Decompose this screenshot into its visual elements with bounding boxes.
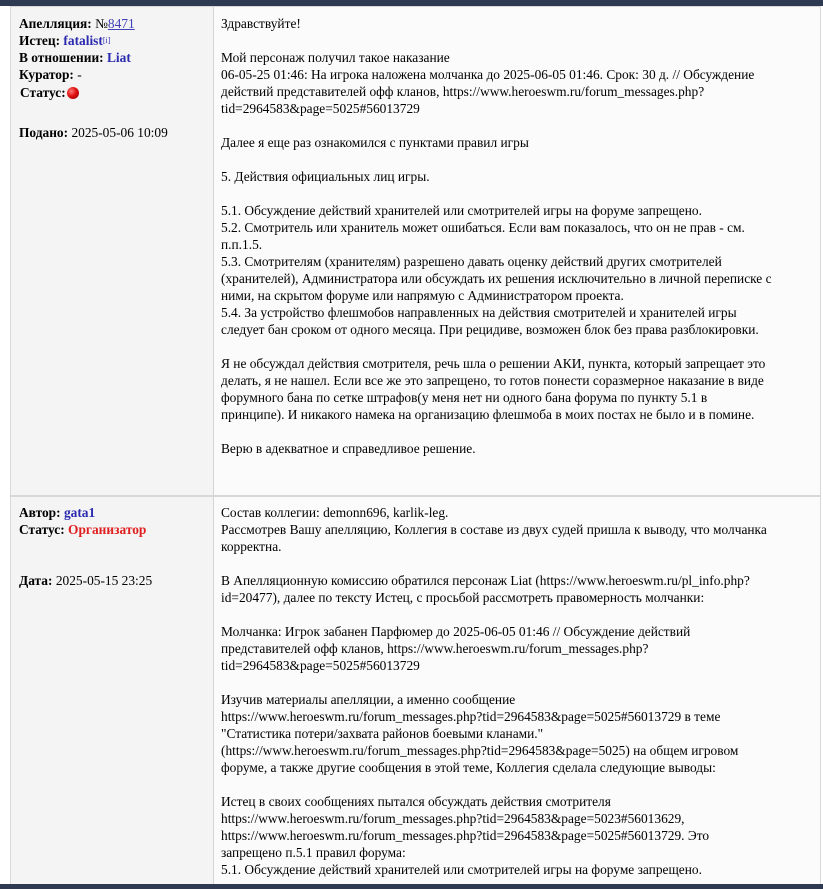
text-line: (https://www.heroeswm.ru/forum_messages.php?tid=2964583&page=5025) на общем игровом bbox=[221, 743, 739, 758]
text-line: Молчанка: Игрок забанен Парфюмер до 2025-06-05 01:46 // Обсуждение действий bbox=[221, 624, 691, 639]
appeal-info-panel bbox=[11, 7, 214, 495]
text-line: 5.4. За устройство флешмобов направленных на действия смотрителей и хранителей игры bbox=[221, 305, 737, 320]
text-line: Я не обсуждал действия смотрителя, речь шла о решении АКИ, пункта, который запрещает это bbox=[221, 356, 766, 371]
date-label: Дата: bbox=[19, 573, 53, 588]
appeal-post bbox=[10, 6, 821, 496]
bottom-border bbox=[0, 884, 823, 889]
reply-paragraph-2 bbox=[221, 572, 816, 606]
plaintiff-row bbox=[19, 32, 110, 49]
text-line: Изучив материалы апелляции, а именно сообщение bbox=[221, 692, 516, 707]
appeal-paragraph-5 bbox=[221, 355, 816, 423]
text-line: п.п.1.5. bbox=[221, 237, 263, 252]
text-line: действий представителей офф кланов, https://www.heroeswm.ru/forum_messages.php? bbox=[221, 84, 705, 99]
text-line: https://www.heroeswm.ru/forum_messages.php?tid=2964583&page=5023#56013629, bbox=[221, 811, 685, 826]
curator-value: - bbox=[77, 67, 82, 82]
text-line: представителей офф кланов, https://www.heroeswm.ru/forum_messages.php? bbox=[221, 641, 649, 656]
reply-paragraph-4 bbox=[221, 691, 816, 776]
text-line: Мой персонаж получил такое наказание bbox=[221, 50, 450, 65]
appeal-paragraph-1 bbox=[221, 49, 816, 117]
text-line: 5.1. Обсуждение действий хранителей или смотрителей игры на форуме запрещено. bbox=[221, 203, 702, 218]
text-line: https://www.heroeswm.ru/forum_messages.php?tid=2964583&page=5025#56013729 в теме bbox=[221, 709, 721, 724]
text-line: id=20477), далее по тексту Истец, с просьбой рассмотреть правомерность молчанки: bbox=[221, 590, 705, 605]
date-value: 2025-05-15 23:25 bbox=[55, 573, 153, 588]
date-row bbox=[19, 572, 152, 589]
reply-status-row bbox=[19, 521, 146, 538]
curator-row bbox=[19, 66, 82, 83]
regarding-row bbox=[19, 49, 131, 66]
regarding-label: В отношении: bbox=[19, 50, 104, 65]
appeal-number-row bbox=[19, 15, 135, 32]
appeal-label: Апелляция: bbox=[19, 16, 92, 31]
reply-paragraph-5 bbox=[221, 793, 816, 878]
submitted-value: 2025-05-06 10:09 bbox=[71, 125, 168, 140]
appeal-paragraph-2: Далее я еще раз ознакомился с пунктами правил игры bbox=[221, 135, 529, 150]
text-line: "Статистика потери/захвата районов боевыми кланами." bbox=[221, 726, 544, 741]
text-line: Рассмотрев Вашу апелляцию, Коллегия в составе из двух судей пришла к выводу, что молчанка bbox=[221, 522, 767, 537]
plaintiff-label: Истец: bbox=[19, 33, 61, 48]
submitted-row bbox=[19, 124, 168, 141]
reply-paragraph-1 bbox=[221, 504, 816, 555]
text-line: 5.3. Смотрителям (хранителям) разрешено давать оценку действий других смотрителей bbox=[221, 254, 722, 269]
text-line: форуме, а также другие сообщения в этой теме, Коллегия сделала следующие выводы: bbox=[221, 760, 716, 775]
status-red-dot-icon bbox=[67, 87, 79, 99]
plaintiff-link[interactable]: fatalist bbox=[63, 33, 103, 48]
appeal-rules-quote bbox=[221, 202, 816, 338]
text-line: 06-05-25 01:46: На игрока наложена молчанка до 2025-06-05 01:46. Срок: 30 д. // Обсуждение bbox=[221, 67, 755, 82]
appeal-paragraph-3: 5. Действия официальных лиц игры. bbox=[221, 169, 430, 184]
text-line: 5.2. Смотритель или хранитель может ошибаться. Если вам показалось, что он не прав - см. bbox=[221, 220, 745, 235]
text-line: https://www.heroeswm.ru/forum_messages.php?tid=2964583&page=5025#56013729. Это bbox=[221, 828, 710, 843]
appeal-paragraph-6: Верю в адекватное и справедливое решение. bbox=[221, 441, 476, 456]
reply-post bbox=[10, 496, 821, 885]
status-label: Статус: bbox=[20, 85, 66, 100]
reply-info-panel bbox=[11, 497, 214, 884]
plaintiff-info-link[interactable]: [i] bbox=[102, 36, 111, 45]
text-line: ними, на скрытом форуме или напрямую с Администратором проекта. bbox=[221, 288, 624, 303]
reply-paragraph-3 bbox=[221, 623, 816, 674]
author-row bbox=[19, 504, 95, 521]
status-row bbox=[20, 84, 79, 101]
text-line: принципе). И никакого намека на организацию флешмоба в моих постах не было и в помине. bbox=[221, 407, 755, 422]
appeal-greeting: Здравствуйте! bbox=[221, 16, 301, 31]
appeal-number-prefix: № bbox=[95, 16, 108, 31]
reply-status-value: Организатор bbox=[68, 522, 147, 537]
text-line: форумного бана по сетке штрафов(у меня нет ни одного бана форума по пункту 5.1 в bbox=[221, 390, 708, 405]
text-line: следует бан сроком от одного месяца. При рецидиве, возможен блок без права разблокировки. bbox=[221, 322, 759, 337]
reply-status-label: Статус: bbox=[19, 522, 65, 537]
text-line: 5.1. Обсуждение действий хранителей или смотрителей игры на форуме запрещено. bbox=[221, 862, 702, 877]
text-line: корректна. bbox=[221, 539, 282, 554]
text-line: Состав коллегии: demonn696, karlik-leg. bbox=[221, 505, 449, 520]
text-line: запрещено п.5.1 правил форума: bbox=[221, 845, 406, 860]
appeal-number-link[interactable]: 8471 bbox=[107, 16, 135, 31]
author-label: Автор: bbox=[19, 505, 61, 520]
author-link[interactable]: gata1 bbox=[63, 505, 96, 520]
text-line: делать, я не нашел. Если все же это запрещено, то готов понести соразмерное наказание в виде bbox=[221, 373, 764, 388]
text-line: (хранителей), Администратора или обсуждать их решения исключительно в личной переписке с bbox=[221, 271, 772, 286]
text-line: В Апелляционную комиссию обратился персонаж Liat (https://www.heroeswm.ru/pl_info.php? bbox=[221, 573, 750, 588]
regarding-link[interactable]: Liat bbox=[107, 50, 131, 65]
text-line: tid=2964583&page=5025#56013729 bbox=[221, 658, 420, 673]
text-line: Истец в своих сообщениях пытался обсуждать действия смотрителя bbox=[221, 794, 611, 809]
curator-label: Куратор: bbox=[19, 67, 74, 82]
submitted-label: Подано: bbox=[19, 125, 69, 140]
text-line: tid=2964583&page=5025#56013729 bbox=[221, 101, 420, 116]
